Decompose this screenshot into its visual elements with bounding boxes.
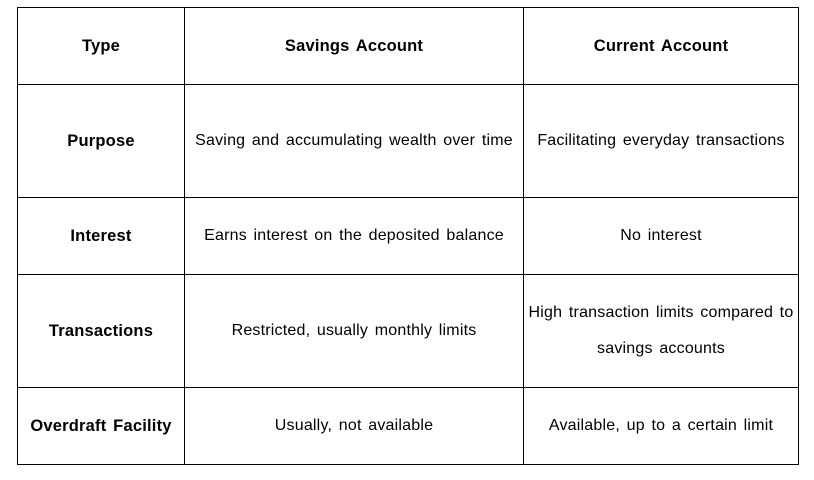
cell-current-interest: No interest [524,198,799,275]
cell-current-overdraft: Available, up to a certain limit [524,388,799,465]
cell-current-transactions: High transaction limits compared to savings accounts [524,275,799,388]
cell-current-purpose: Facilitating everyday transactions [524,85,799,198]
table-row [18,275,799,388]
cell-savings-purpose: Saving and accumulating wealth over time [185,85,524,198]
table-row [18,198,799,275]
row-label-overdraft-facility: Overdraft Facility [18,388,185,465]
cell-savings-interest: Earns interest on the deposited balance [185,198,524,275]
row-label-purpose: Purpose [18,85,185,198]
header-savings-account: Savings Account [185,8,524,85]
header-current-account: Current Account [524,8,799,85]
table-header-row [18,8,799,85]
header-type: Type [18,8,185,85]
row-label-interest: Interest [18,198,185,275]
table-row [18,388,799,465]
table-row [18,85,799,198]
cell-savings-transactions: Restricted, usually monthly limits [185,275,524,388]
row-label-transactions: Transactions [18,275,185,388]
cell-savings-overdraft: Usually, not available [185,388,524,465]
comparison-table [17,7,799,465]
